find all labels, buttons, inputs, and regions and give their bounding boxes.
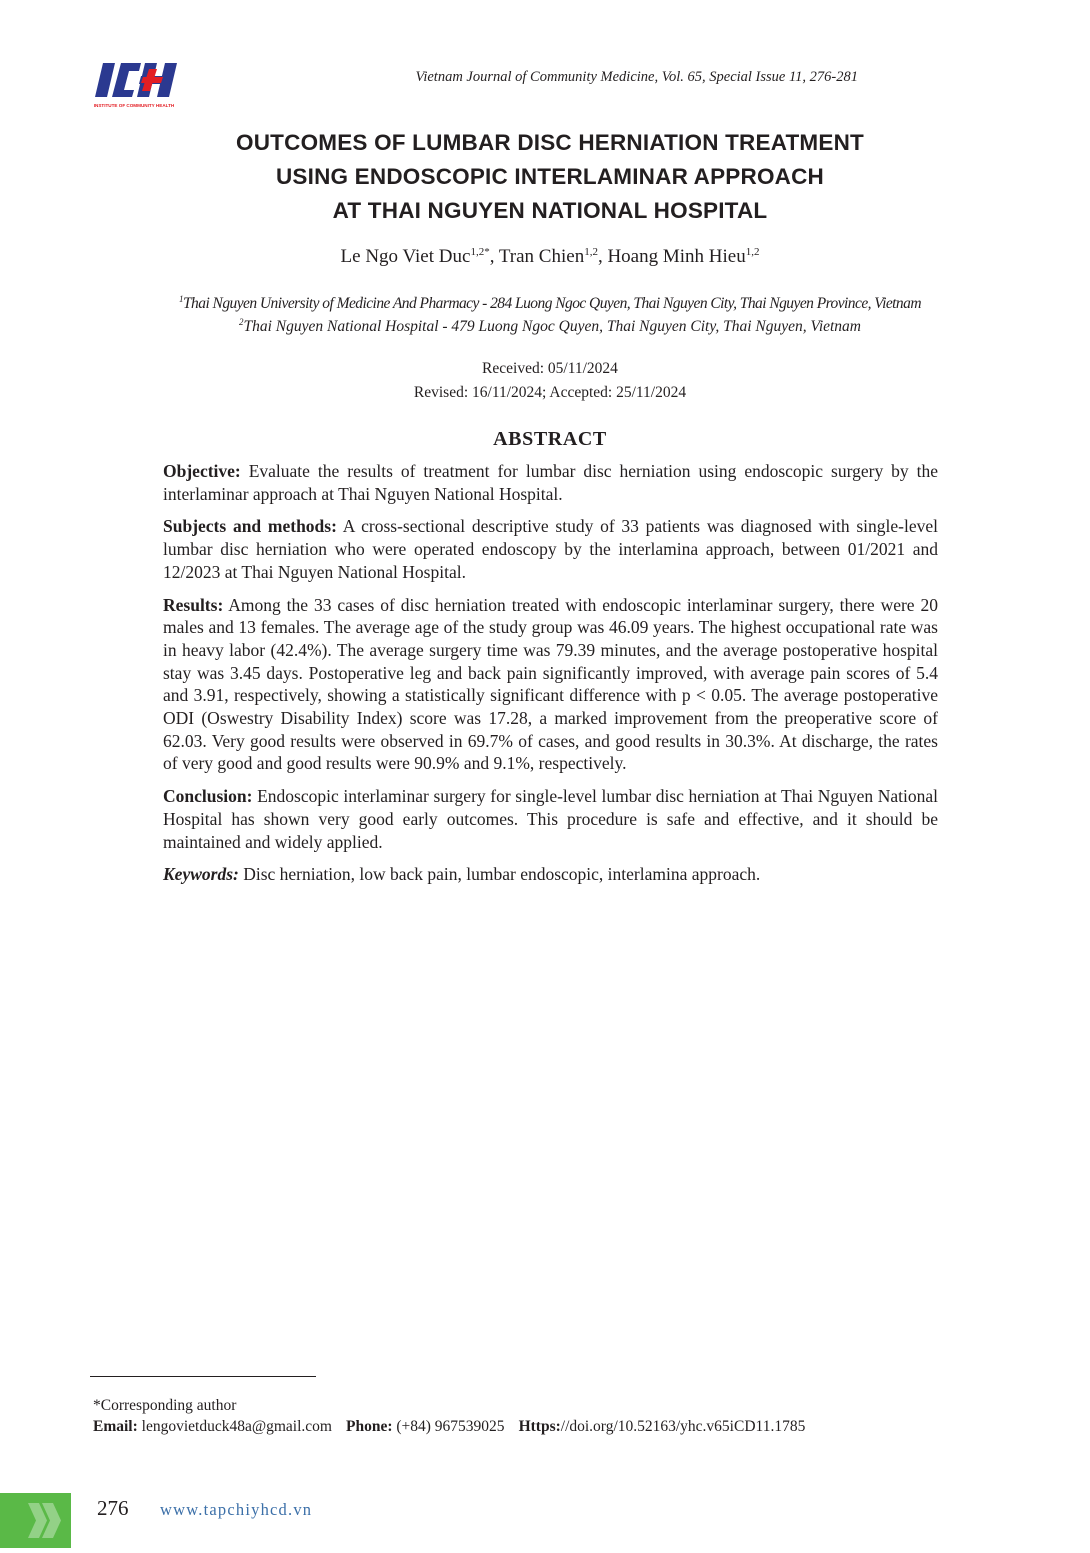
double-chevron-right-icon xyxy=(0,1493,71,1548)
objective-text: Evaluate the results of treatment for lumbar disc herniation using endoscopic surgery by the interlaminar approach at Thai Nguyen National Hospital. xyxy=(163,461,938,504)
title-line-3: AT THAI NGUYEN NATIONAL HOSPITAL xyxy=(332,198,768,223)
title-line-1: OUTCOMES OF LUMBAR DISC HERNIATION TREATMENT xyxy=(236,130,864,155)
doi-label: Https: xyxy=(518,1418,561,1435)
conclusion-text: Endoscopic interlaminar surgery for single-level lumbar disc herniation at Thai Nguyen National Hospital has shown very good early outcomes. This procedure is safe and effective, and it should be maintained and widely applied. xyxy=(163,786,938,852)
phone-label: Phone: xyxy=(345,1418,393,1435)
affiliation-marker: 1 xyxy=(179,294,183,304)
keywords-paragraph xyxy=(163,863,938,886)
footnote-divider xyxy=(90,1376,316,1377)
methods-text: A cross-sectional descriptive study of 33 patients was diagnosed with single-level lumbar disc herniation who were operated endoscopy by the interlamina approach, between 01/2021 and 12/2023 at Thai Nguyen National Hospital. xyxy=(163,516,938,582)
affiliation-2 xyxy=(60,317,1040,336)
phone-number: (+84) 967539025 xyxy=(392,1418,505,1435)
author-list xyxy=(90,246,1010,268)
email-address: lengovietduck48a@gmail.com xyxy=(137,1418,332,1435)
affiliation-1 xyxy=(60,294,1040,313)
institute-of-community-health-logo xyxy=(89,61,179,111)
received-date: Received: 05/11/2024 xyxy=(482,360,618,377)
results-text: Among the 33 cases of disc herniation treated with endoscopic interlaminar surgery, there were 20 males and 13 females. The average age of the study group was 46.09 years. The highest occupational rate was in heavy labor (42.4%). The average surgery time was 79.39 minutes, and the average postoperative hospital stay was 3.45 days. Postoperative leg and back pain significantly improved, with average pain scores of 5.4 and 3.91, respectively, showing a statistically significant difference with p < 0.05. The average postoperative ODI (Oswestry Disability Index) score was 17.28, a marked improvement from the preoperative score of 62.03. Very good results were observed in 69.7% of cases, and good results in 30.3%. At discharge, the rates of very good and good results were 90.9% and 9.1%, respectively. xyxy=(163,594,938,774)
logo-caption: INSTITUTE OF COMMUNITY HEALTH xyxy=(93,103,175,108)
author-name: Tran Chien xyxy=(498,246,585,267)
journal-running-header: Vietnam Journal of Community Medicine, Vol. 65, Special Issue 11, 276-281 xyxy=(415,69,858,85)
author-affiliation-marker: 1,2 xyxy=(584,246,598,258)
conclusion-label: Conclusion: xyxy=(163,786,253,807)
title-line-2: USING ENDOSCOPIC INTERLAMINAR APPROACH xyxy=(275,164,825,189)
affiliation-text: Thai Nguyen University of Medicine And Pharmacy - 284 Luong Ngoc Quyen, Thai Nguyen City, Thai Nguyen Province, Vietnam xyxy=(182,295,921,312)
keywords-text: Disc herniation, low back pain, lumbar endoscopic, interlamina approach. xyxy=(238,864,761,885)
abstract-body xyxy=(163,460,938,896)
objective-paragraph xyxy=(163,460,938,505)
page-number: 276 xyxy=(97,1496,129,1520)
conclusion-paragraph xyxy=(163,785,938,853)
results-label: Results: xyxy=(163,594,224,615)
methods-label: Subjects and methods: xyxy=(163,516,337,537)
author-separator: , xyxy=(489,246,499,267)
author-affiliation-marker: 1,2* xyxy=(470,246,490,258)
revised-accepted-dates: Revised: 16/11/2024; Accepted: 25/11/2024 xyxy=(413,384,687,401)
author-name: Hoang Minh Hieu xyxy=(607,246,746,267)
ich-logo-mark xyxy=(95,63,177,97)
affiliation-marker: 2 xyxy=(238,317,244,327)
author-affiliation-marker: 1,2 xyxy=(745,246,760,258)
results-paragraph xyxy=(163,594,938,776)
email-label: Email: xyxy=(93,1418,138,1435)
journal-website: www.tapchiyhcd.vn xyxy=(160,1500,313,1519)
paper-title xyxy=(90,126,1010,228)
doi-link: //doi.org/10.52163/yhc.v65iCD11.1785 xyxy=(560,1418,806,1435)
footer-tab xyxy=(0,1493,71,1548)
keywords-label: Keywords: xyxy=(163,864,239,885)
author-separator: , xyxy=(597,246,608,267)
affiliation-text: Thai Nguyen National Hospital - 479 Luong Ngoc Quyen, Thai Nguyen City, Thai Nguyen, Vietnam xyxy=(243,318,862,335)
methods-paragraph xyxy=(163,515,938,583)
corresponding-author-note: *Corresponding author xyxy=(93,1397,237,1414)
contact-line xyxy=(93,1418,805,1436)
abstract-heading: ABSTRACT xyxy=(493,428,607,450)
objective-label: Objective: xyxy=(163,461,241,481)
author-name: Le Ngo Viet Duc xyxy=(340,246,471,267)
